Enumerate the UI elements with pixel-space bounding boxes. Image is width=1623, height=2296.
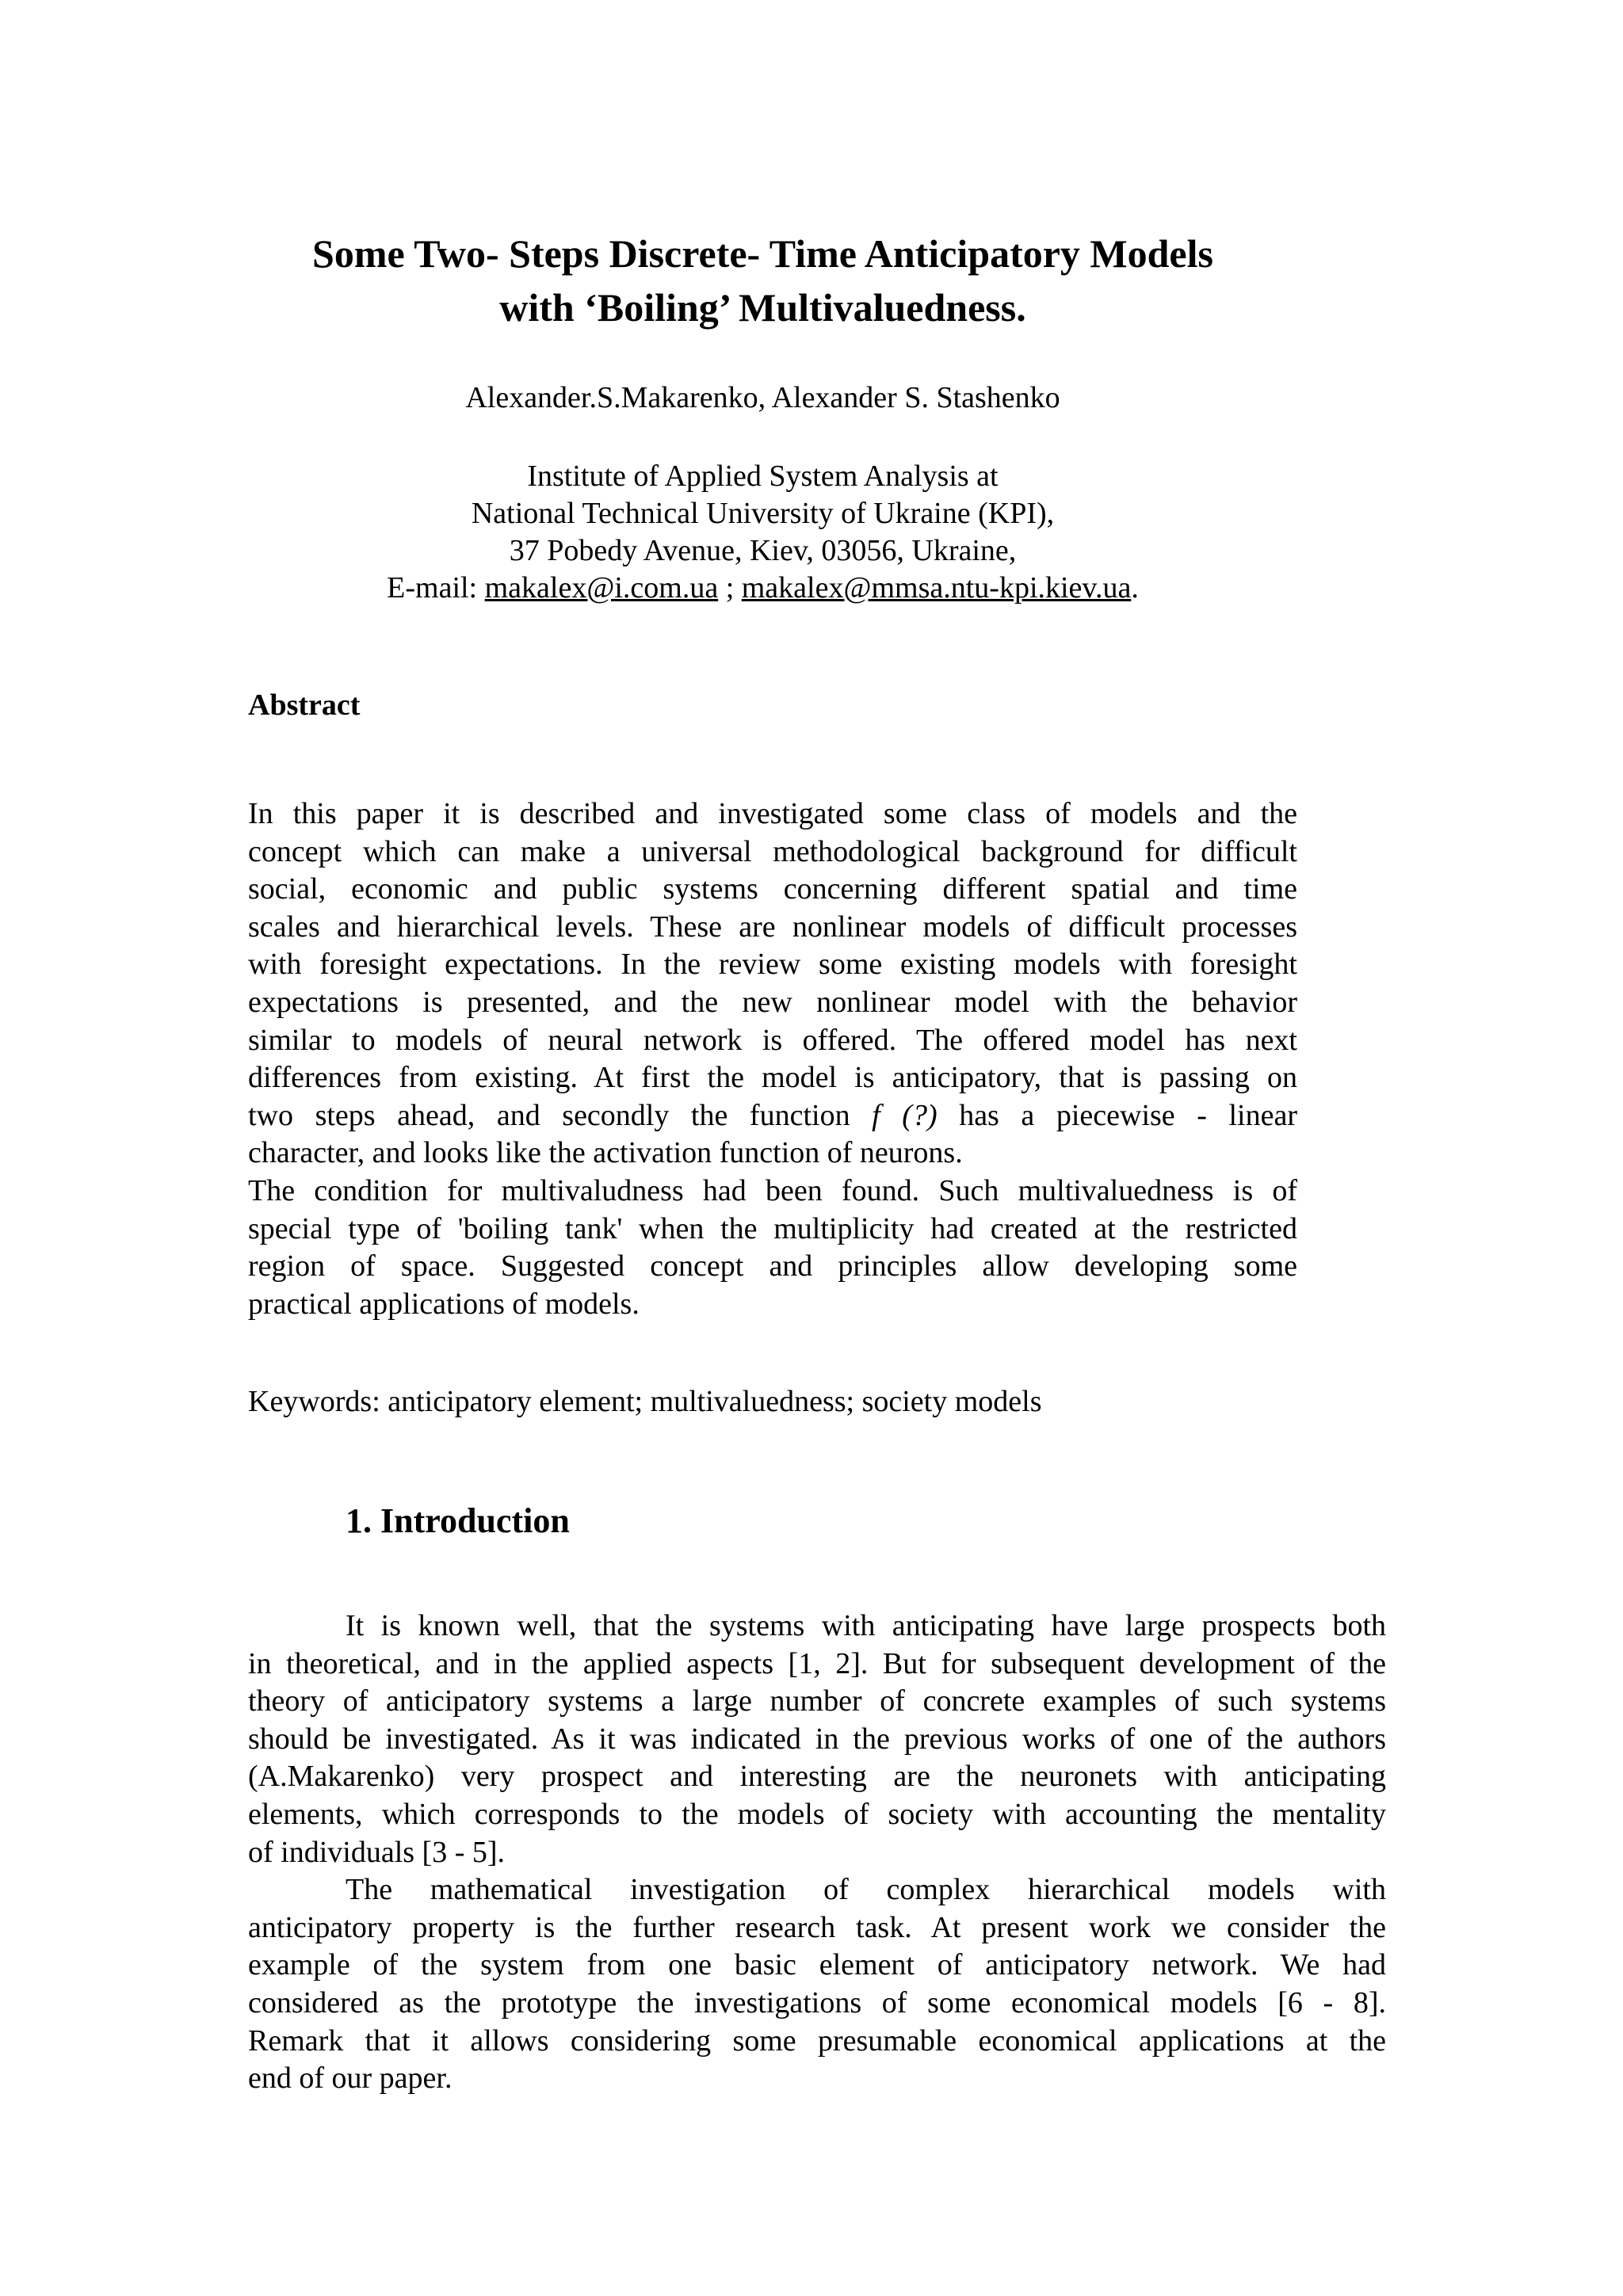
abstract-line: The condition for multivaludness had been found. Such multivaluedness is of [248,1173,1297,1207]
abstract-line: practical applications of models. [248,1287,640,1321]
abstract-line: special type of 'boiling tank' when the multiplicity had created at the restricted [248,1211,1297,1245]
intro-line: It is known well, that the systems with anticipating have large prospects both [346,1609,1386,1642]
title-line-1: Some Two- Steps Discrete- Time Anticipatory Models [312,231,1213,276]
intro-line: Remark that it allows considering some presumable economical applications at the [248,2023,1386,2058]
abstract-line: with foresight expectations. In the review some existing models with foresight [248,948,1297,982]
keywords-line: Keywords: anticipatory element; multivaluedness; society models [248,1385,1042,1418]
affiliation-block [0,458,1526,607]
author-list: Alexander.S.Makarenko, Alexander S. Stashenko [465,381,1060,414]
intro-line: anticipatory property is the further research task. At present work we consider the [248,1910,1386,1944]
intro-line: The mathematical investigation of complex hierarchical models with [346,1873,1386,1907]
intro-line: example of the system from one basic element of anticipatory network. We had [248,1948,1386,1982]
abstract-line: In this paper it is described and investigated some class of models and the [248,797,1297,830]
abstract-line-function [248,1097,1297,1135]
fn-argument: (?) [880,1098,938,1132]
abstract-line: social, economic and public systems concerning different spatial and time [248,872,1297,906]
abstract-line: character, and looks like the activation function of neurons. [248,1136,963,1170]
intro-line: theory of anticipatory systems a large number of concrete examples of such systems [248,1684,1386,1718]
fn-text-pre: two steps ahead, and secondly the function [248,1098,873,1132]
affiliation-line: Institute of Applied System Analysis at [527,460,999,493]
fn-symbol: f [872,1098,880,1132]
email-link-2[interactable]: makalex@mmsa.ntu-kpi.kiev.ua [741,571,1132,605]
email-end: . [1131,571,1139,605]
introduction-body [248,1608,1386,2098]
fn-text-post: has a piecewise - linear [937,1098,1297,1132]
abstract-line: concept which can make a universal methodological background for difficult [248,834,1297,868]
abstract-line: similar to models of neural network is offered. The offered model has next [248,1023,1297,1057]
intro-line: (A.Makarenko) very prospect and interesting are the neuronets with anticipating [248,1760,1386,1794]
intro-line: should be investigated. As it was indicated in the previous works of one of the authors [248,1722,1386,1756]
abstract-line: scales and hierarchical levels. These are nonlinear models of difficult processes [248,910,1297,944]
affiliation-line: 37 Pobedy Avenue, Kiev, 03056, Ukraine, [509,534,1017,567]
intro-line: elements, which corresponds to the models of society with accounting the mentality [248,1797,1386,1831]
abstract-line: region of space. Suggested concept and principles allow developing some [248,1249,1297,1283]
paper-title [0,227,1526,334]
email-label: E-mail: [387,571,485,605]
email-line [0,570,1526,607]
section-heading-introduction: 1. Introduction [346,1501,570,1540]
email-link-1[interactable]: makalex@i.com.ua [484,571,719,605]
intro-line: of individuals [3 - 5]. [248,1835,506,1869]
abstract-body [248,795,1297,1323]
abstract-heading: Abstract [248,688,361,722]
intro-line: end of our paper. [248,2061,453,2096]
intro-line: considered as the prototype the investigations of some economical models [6 - 8]. [248,1985,1386,2019]
abstract-line: differences from existing. At first the model is anticipatory, that is passing on [248,1061,1297,1095]
intro-line: in theoretical, and in the applied aspects [1, 2]. But for subsequent development of the [248,1646,1386,1680]
title-line-2: with ‘Boiling’ Multivaluedness. [499,285,1026,330]
abstract-line: expectations is presented, and the new nonlinear model with the behavior [248,985,1297,1019]
affiliation-line: National Technical University of Ukraine (KPI), [471,497,1055,530]
email-separator: ; [718,571,742,605]
